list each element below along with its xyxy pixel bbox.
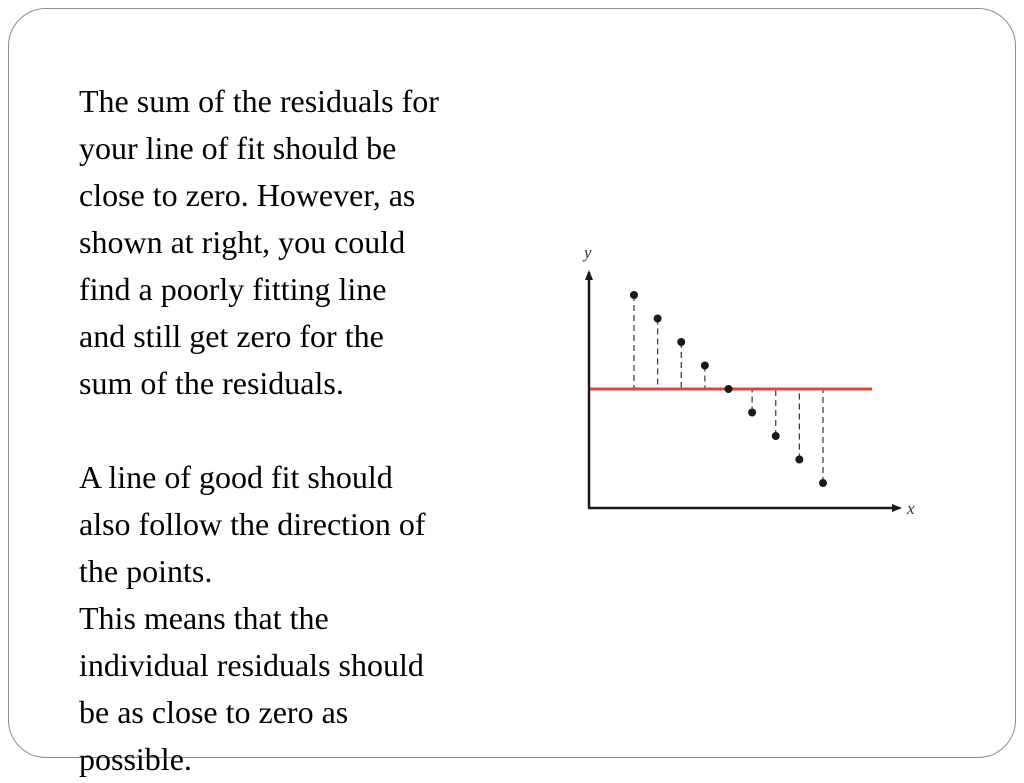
paragraph-2 bbox=[79, 454, 549, 595]
paragraph-spacer bbox=[79, 407, 549, 454]
text-line: sum of the residuals. bbox=[79, 365, 344, 401]
text-line: close to zero. However, as bbox=[79, 177, 416, 213]
data-point bbox=[654, 315, 662, 323]
residual-plot-svg bbox=[570, 232, 930, 522]
text-line: This means that the bbox=[79, 600, 329, 636]
data-point bbox=[677, 338, 685, 346]
text-line: shown at right, you could bbox=[79, 224, 406, 260]
slide-body-text bbox=[79, 78, 549, 783]
text-line: also follow the direction of bbox=[79, 506, 426, 542]
data-point bbox=[630, 291, 638, 299]
data-point bbox=[725, 385, 733, 393]
text-line: possible. bbox=[79, 741, 192, 777]
text-line: find a poorly fitting line bbox=[79, 271, 387, 307]
text-line: be as close to zero as bbox=[79, 694, 349, 730]
x-axis-label: x bbox=[907, 499, 915, 518]
paragraph-3 bbox=[79, 595, 549, 783]
text-line: the points. bbox=[79, 553, 213, 589]
paragraph-1 bbox=[79, 78, 549, 407]
text-line: A line of good fit should bbox=[79, 459, 393, 495]
text-line: The sum of the residuals for bbox=[79, 83, 439, 119]
residual-plot bbox=[570, 232, 930, 522]
data-point bbox=[701, 362, 709, 370]
text-line: and still get zero for the bbox=[79, 318, 384, 354]
text-line: individual residuals should bbox=[79, 647, 424, 683]
text-line: your line of fit should be bbox=[79, 130, 397, 166]
data-point bbox=[748, 409, 756, 417]
data-point bbox=[795, 456, 803, 464]
data-point bbox=[819, 479, 827, 487]
data-point bbox=[772, 432, 780, 440]
y-axis-label: y bbox=[584, 243, 592, 262]
